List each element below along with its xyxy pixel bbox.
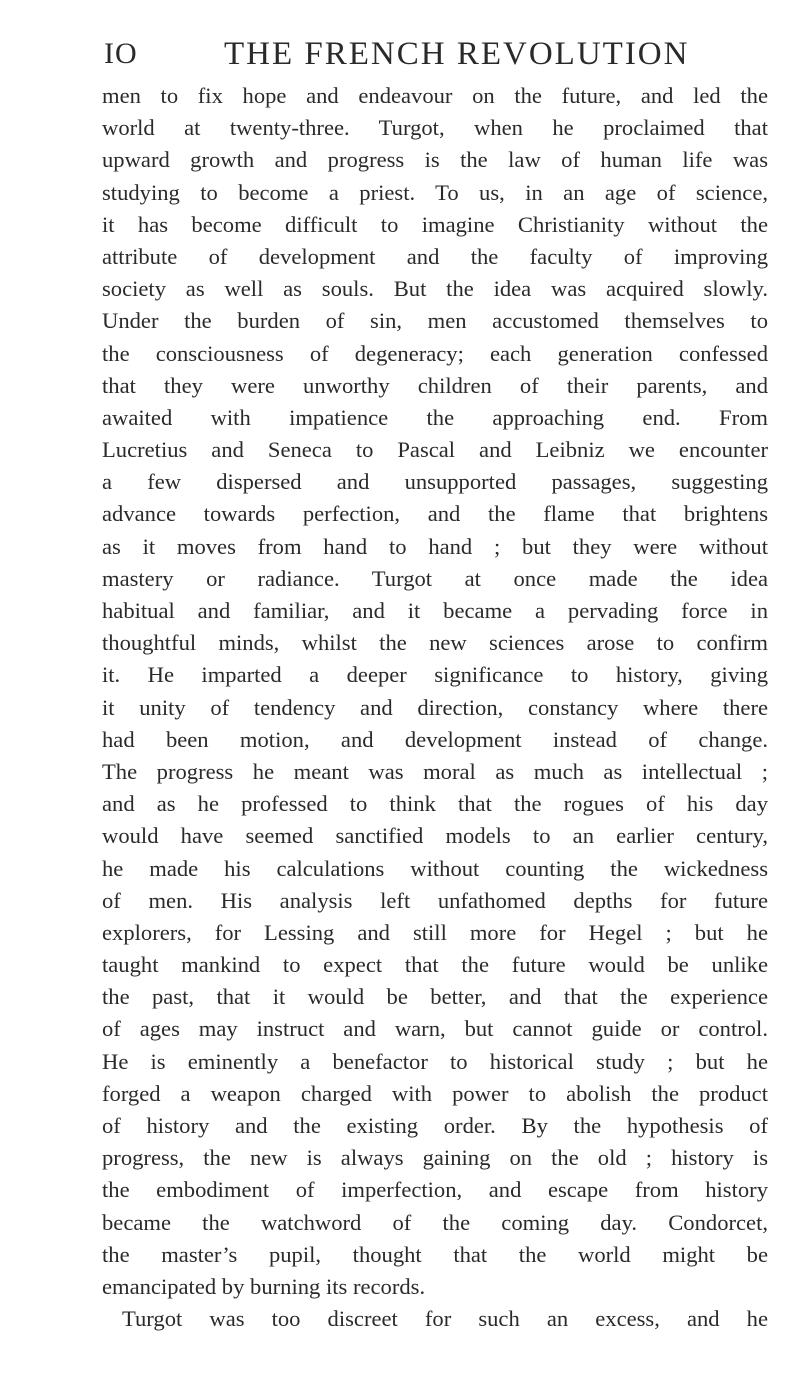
text-line: explorers, for Lessing and still more for Hegel ; but he [102, 919, 768, 945]
text-line: the master’s pupil, thought that the world might be [102, 1241, 768, 1267]
text-line: had been motion, and development instead of change. [102, 726, 768, 752]
text-line: he made his calculations without counting the wickedness [102, 855, 768, 881]
body-text [102, 80, 768, 1335]
text-line: that they were unworthy children of their parents, and [102, 372, 768, 398]
text-line: habitual and familiar, and it became a pervading force in [102, 598, 768, 623]
text-line: the past, that it would be better, and that the experience [102, 984, 768, 1010]
text-line: became the watchword of the coming day. Condorcet, [102, 1209, 768, 1235]
text-line: mastery or radiance. Turgot at once made the idea [102, 565, 768, 591]
text-line: a few dispersed and unsupported passages, suggesting [102, 469, 768, 495]
text-line: of ages may instruct and warn, but cannot guide or control. [102, 1016, 768, 1042]
text-line: would have seemed sanctified models to an earlier century, [102, 823, 768, 849]
text-line: awaited with impatience the approaching end. From [102, 404, 768, 430]
text-line: men to fix hope and endeavour on the future, and led the [102, 83, 768, 108]
running-head [0, 34, 801, 74]
text-line: emancipated by burning its records. [102, 1273, 426, 1299]
text-line: it has become difficult to imagine Christianity without the [102, 211, 768, 237]
text-line: world at twenty-three. Turgot, when he proclaimed that [102, 115, 768, 141]
text-line: and as he professed to think that the rogues of his day [102, 791, 768, 817]
running-title: THE FRENCH REVOLUTION [224, 36, 690, 72]
text-line: The progress he meant was moral as much as intellectual ; [102, 758, 768, 784]
text-line: studying to become a priest. To us, in an age of science, [102, 179, 768, 205]
text-line: it unity of tendency and direction, constancy where there [102, 694, 768, 720]
text-line: He is eminently a benefactor to historical study ; but he [102, 1048, 768, 1074]
text-line: forged a weapon charged with power to abolish the product [102, 1080, 768, 1106]
text-line: as it moves from hand to hand ; but they were without [102, 533, 768, 559]
text-line: taught mankind to expect that the future would be unlike [102, 952, 768, 978]
text-line: Turgot was too discreet for such an excess, and he [122, 1306, 768, 1332]
text-line: the consciousness of degeneracy; each generation confessed [102, 340, 768, 366]
text-line: Under the burden of sin, men accustomed themselves to [102, 308, 768, 334]
text-line: attribute of development and the faculty of improving [102, 243, 768, 269]
text-line: of men. His analysis left unfathomed depths for future [102, 887, 768, 913]
text-line: Lucretius and Seneca to Pascal and Leibniz we encounter [102, 437, 768, 463]
text-line: progress, the new is always gaining on the old ; history is [102, 1145, 768, 1171]
text-line: of history and the existing order. By the hypothesis of [102, 1113, 768, 1138]
text-line: the embodiment of imperfection, and escape from history [102, 1177, 768, 1203]
text-line: it. He imparted a deeper significance to history, giving [102, 662, 768, 688]
text-line: advance towards perfection, and the flame that brightens [102, 501, 768, 527]
page-number: IO [104, 37, 138, 70]
text-line: upward growth and progress is the law of human life was [102, 147, 768, 173]
text-line: society as well as souls. But the idea was acquired slowly. [102, 276, 768, 302]
text-line: thoughtful minds, whilst the new sciences arose to confirm [102, 630, 768, 656]
